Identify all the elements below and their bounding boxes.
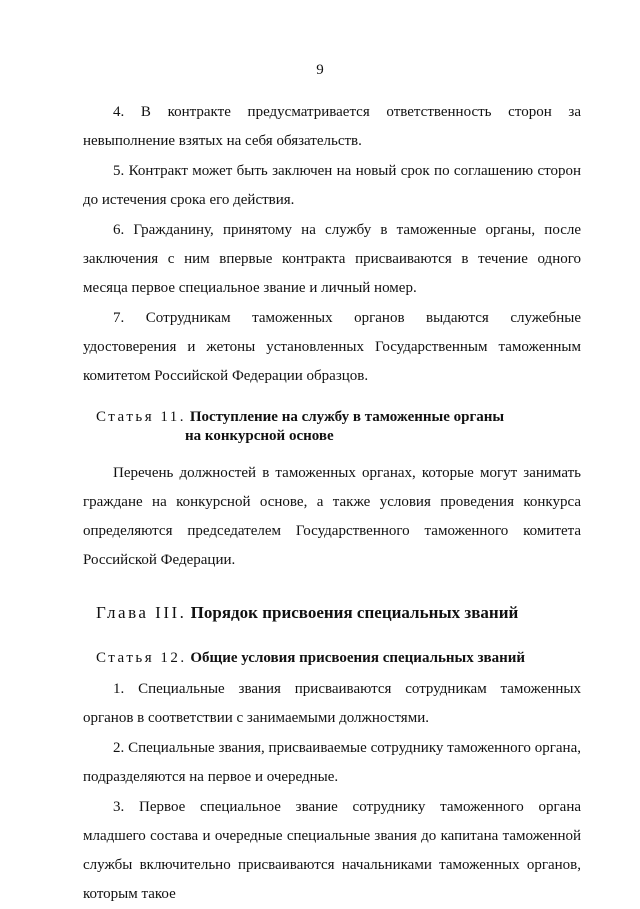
- paragraph-item-4: 4. В контракте предусматривается ответственность сторон за невыполнение взятых на себя обязательств.: [83, 104, 581, 149]
- article-11-title-line2: на конкурсной основе: [185, 428, 334, 444]
- chapter-3-heading: [96, 601, 581, 625]
- paragraph-item-5: 5. Контракт может быть заключен на новый срок по соглашению сторон до истечения срока его действия.: [83, 163, 581, 208]
- article-11-heading: [96, 408, 581, 446]
- document-body: [83, 98, 581, 909]
- article-12-item-3: 3. Первое специальное звание сотруднику таможенного органа младшего состава и очередные специальные звания до капитана таможенной службы включительно присваиваются начальниками таможенных органов, которым такое: [83, 799, 581, 902]
- chapter-3-label: Глава III.: [96, 603, 187, 622]
- article-12-item-2: 2. Специальные звания, присваиваемые сотруднику таможенного органа, подразделяются на первое и очередные.: [83, 740, 581, 785]
- page-number: 9: [316, 62, 324, 78]
- article-12-heading: [96, 647, 581, 669]
- paragraph-item-6: 6. Гражданину, принятому на службу в таможенные органы, после заключения с ним впервые контракта присваиваются в течение одного месяца первое специальное звание и личный номер.: [83, 222, 581, 296]
- article-12-title: Общие условия присвоения специальных званий: [190, 650, 526, 666]
- article-11-label: Статья 11.: [96, 409, 187, 425]
- chapter-3-title: Порядок присвоения специальных званий: [190, 603, 519, 622]
- article-11-title-line1: Поступление на службу в таможенные органы: [189, 409, 505, 425]
- article-12-label: Статья 12.: [96, 650, 187, 666]
- article-12-item-1: 1. Специальные звания присваиваются сотрудникам таможенных органов в соответствии с занимаемыми должностями.: [83, 681, 581, 726]
- paragraph-item-7: 7. Сотрудникам таможенных органов выдаются служебные удостоверения и жетоны установленных Государственным таможенным комитетом Российской Федерации образцов.: [83, 310, 581, 384]
- article-11-paragraph: Перечень должностей в таможенных органах, которые могут занимать граждане на конкурсной основе, а также условия проведения конкурса определяются председателем Государственного таможенного комитета Российской Федерации.: [83, 465, 581, 568]
